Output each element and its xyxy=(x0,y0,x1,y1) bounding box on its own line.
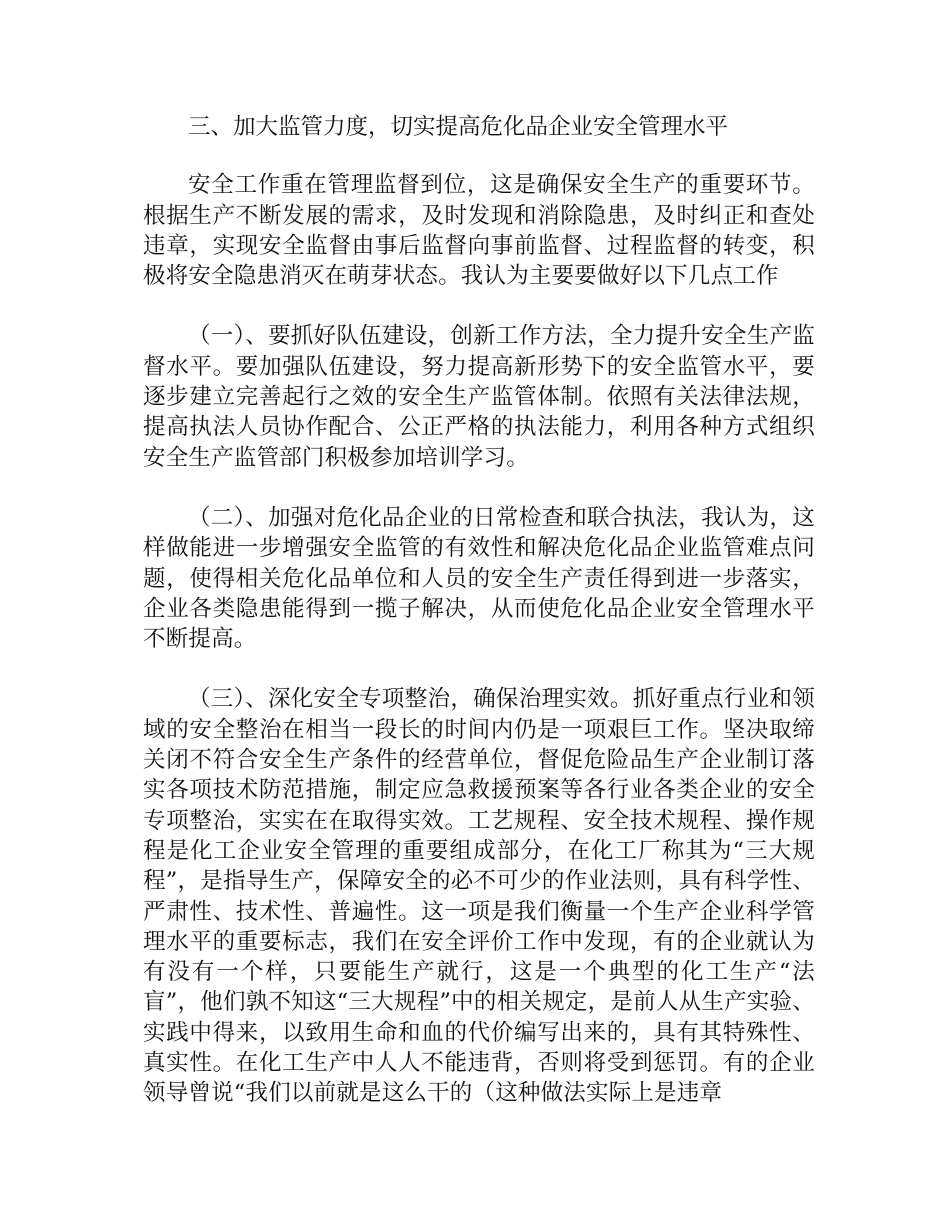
document-body xyxy=(143,112,815,1109)
section-heading: 三、加大监管力度，切实提高危化品企业安全管理水平 xyxy=(188,114,729,140)
paragraph-item-3: （三）、深化安全专项整治，确保治理实效。抓好重点行业和领域的安全整治在相当一段长的时间内仍是一项艰巨工作。坚决取缔关闭不符合安全生产条件的经营单位，督促危险品生产企业制订落实各项技术防范措施，制定应急救援预案等各行业各类企业的安全专项整治，实实在在取得实效。工艺规程、安全技术规程、操作规程是化工企业安全管理的重要组成部分，在化工厂称其为“三大规程”，是指导生产，保障安全的必不可少的作业法则，具有科学性、严肃性、技术性、普遍性。这一项是我们衡量一个生产企业科学管理水平的重要标志，我们在安全评价工作中发现，有的企业就认为有没有一个样，只要能生产就行，这是一个典型的化工生产“法盲”，他们孰不知这“三大规程”中的相关规定，是前人从生产实验、实践中得来，以致用生命和血的代价编写出来的，具有其特殊性、真实性。在化工生产中人人不能违背，否则将受到惩罚。有的企业领导曾说“我们以前就是这么干的（这种做法实际上是违章 xyxy=(143,686,815,1107)
paragraph-item-2: （二）、加强对危化品企业的日常检查和联合执法，我认为，这样做能进一步增强安全监管的有效性和解决危化品企业监管难点问题，使得相关危化品单位和人员的安全生产责任得到进一步落实，企业各类隐患能得到一揽子解决，从而使危化品企业安全管理水平不断提高。 xyxy=(143,504,815,653)
paragraph-intro: 安全工作重在管理监督到位，这是确保安全生产的重要环节。根据生产不断发展的需求，及时发现和消除隐患，及时纠正和查处违章，实现安全监督由事后监督向事前监督、过程监督的转变，积极将安全隐患消灭在萌芽状态。我认为主要要做好以下几点工作 xyxy=(143,172,815,290)
paragraph-item-1: （一）、要抓好队伍建设，创新工作方法，全力提升安全生产监督水平。要加强队伍建设，努力提高新形势下的安全监管水平，要逐步建立完善起行之效的安全生产监管体制。依照有关法律法规，提高执法人员协作配合、公正严格的执法能力，利用各种方式组织安全生产监管部门积极参加培训学习。 xyxy=(143,323,815,471)
